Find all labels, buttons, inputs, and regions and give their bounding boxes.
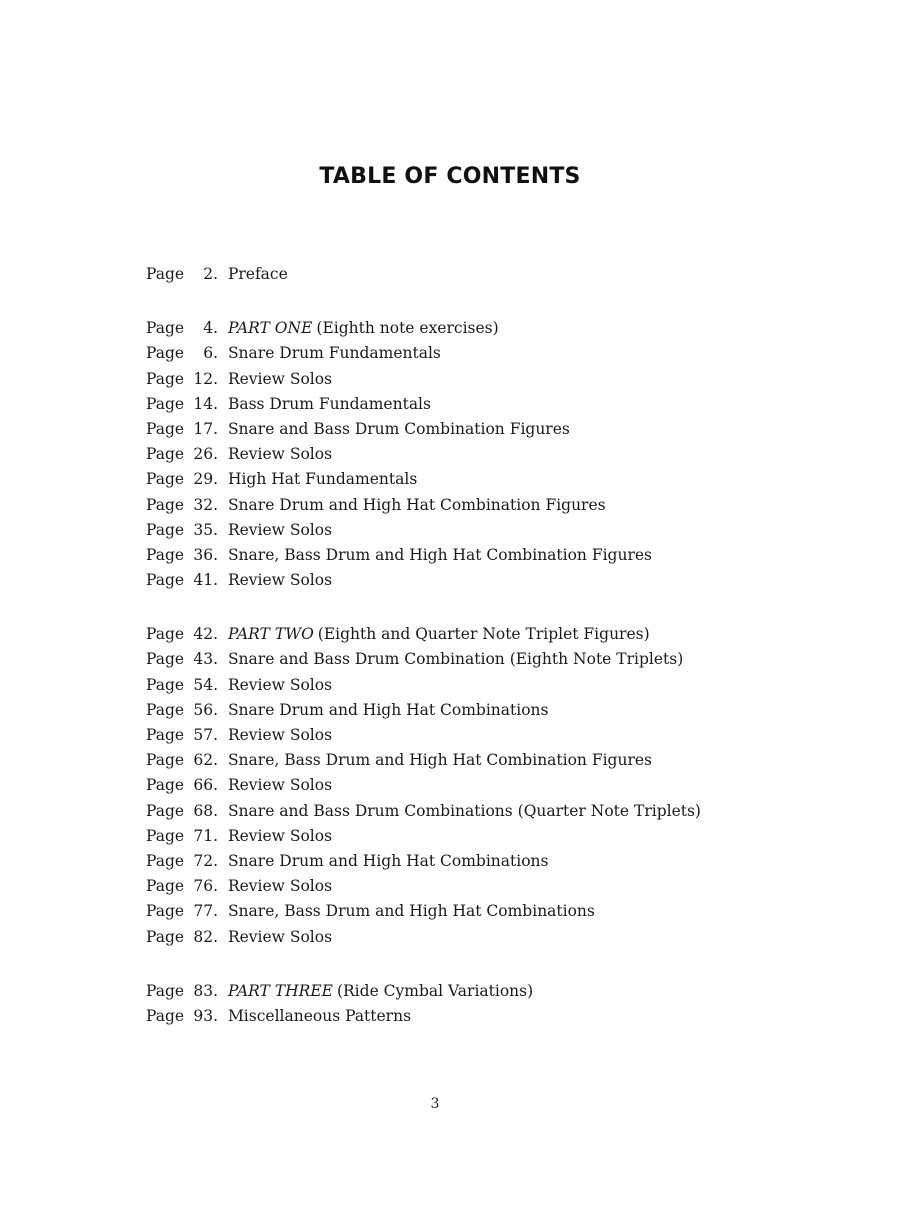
toc-page-number: 83. [193, 981, 219, 1000]
toc-page-label: Page [146, 650, 185, 669]
toc-group [146, 262, 846, 287]
toc-page-label: Page [146, 520, 185, 539]
toc-entry-title: Review Solos [227, 520, 333, 539]
toc-page-label: Page [146, 470, 185, 489]
toc-page-label: Page [146, 419, 185, 438]
toc-entry [146, 568, 846, 593]
toc-page-label: Page [146, 265, 185, 283]
toc-page-number: 6. [203, 344, 219, 363]
toc-page-number: 2. [203, 265, 219, 283]
toc-page-number: 26. [193, 445, 219, 464]
toc-entry [146, 493, 846, 518]
toc-page-label: Page [146, 319, 185, 338]
toc-entry-title: Snare and Bass Drum Combinations (Quarter Note Triplets) [227, 801, 701, 820]
toc-entry-title: Review Solos [227, 571, 333, 590]
toc-page-number: 72. [193, 851, 219, 870]
toc-page-number: 68. [193, 801, 219, 820]
toc-page-label: Page [146, 344, 185, 363]
toc-part-heading: PART THREE [227, 981, 333, 1000]
toc-page-number: 54. [193, 675, 219, 694]
toc-entry [146, 543, 846, 568]
table-of-contents [146, 262, 846, 1029]
toc-entry [146, 849, 846, 874]
toc-entry [146, 979, 846, 1004]
toc-entry [146, 392, 846, 417]
toc-entry-title: Snare Drum and High Hat Combination Figures [227, 495, 606, 514]
toc-group [146, 622, 846, 949]
toc-page-number: 62. [193, 751, 219, 770]
toc-page-label: Page [146, 927, 185, 946]
toc-entry [146, 899, 846, 924]
toc-entry-title: Snare and Bass Drum Combination Figures [227, 419, 570, 438]
toc-page-label: Page [146, 445, 185, 464]
page-title: TABLE OF CONTENTS [319, 164, 581, 189]
toc-part-heading: PART TWO [227, 625, 314, 644]
toc-entry [146, 824, 846, 849]
toc-page-number: 43. [193, 650, 219, 669]
toc-entry [146, 622, 846, 647]
toc-page-number: 57. [193, 726, 219, 744]
toc-entry-title: High Hat Fundamentals [227, 470, 418, 489]
toc-page-number: 17. [193, 419, 219, 438]
toc-entry-title: Review Solos [227, 675, 333, 694]
toc-page-number: 82. [193, 927, 219, 946]
toc-page-label: Page [146, 902, 185, 921]
toc-entry-title: (Ride Cymbal Variations) [336, 981, 534, 1000]
toc-page-number: 35. [193, 520, 219, 539]
toc-entry [146, 723, 846, 748]
toc-page-number: 56. [193, 700, 219, 719]
toc-page-number: 93. [193, 1006, 219, 1025]
toc-entry-title: Snare Drum Fundamentals [227, 344, 441, 363]
toc-entry [146, 698, 846, 723]
toc-entry-title: (Eighth and Quarter Note Triplet Figures) [317, 625, 650, 644]
toc-entry [146, 673, 846, 698]
toc-group [146, 979, 846, 1029]
toc-page-number: 41. [193, 571, 219, 590]
toc-group [146, 316, 846, 593]
toc-entry [146, 647, 846, 672]
toc-page-label: Page [146, 571, 185, 590]
toc-entry [146, 925, 846, 950]
toc-entry [146, 467, 846, 492]
toc-page-number: 12. [193, 369, 219, 388]
toc-part-heading: PART ONE [227, 319, 313, 338]
toc-page-label: Page [146, 675, 185, 694]
toc-page-label: Page [146, 826, 185, 845]
toc-page-label: Page [146, 981, 185, 1000]
toc-page-label: Page [146, 776, 185, 795]
toc-page-label: Page [146, 394, 185, 413]
toc-entry [146, 262, 846, 287]
toc-entry-title: (Eighth note exercises) [316, 319, 499, 338]
toc-entry-title: Review Solos [227, 877, 333, 896]
toc-entry-title: Snare, Bass Drum and High Hat Combinations [227, 902, 595, 921]
toc-page-number: 77. [193, 902, 219, 921]
toc-page-label: Page [146, 877, 185, 896]
toc-entry [146, 773, 846, 798]
toc-entry-title: Review Solos [227, 927, 333, 946]
toc-entry-title: Review Solos [227, 726, 333, 744]
toc-entry-title: Snare Drum and High Hat Combinations [227, 700, 549, 719]
toc-page-number: 66. [193, 776, 219, 795]
toc-entry [146, 748, 846, 773]
toc-entry [146, 874, 846, 899]
toc-page-number: 29. [193, 470, 219, 489]
toc-entry-title: Snare and Bass Drum Combination (Eighth Note Triplets) [227, 650, 684, 669]
toc-entry-title: Miscellaneous Patterns [227, 1006, 412, 1025]
toc-page-label: Page [146, 851, 185, 870]
toc-entry-title: Preface [227, 265, 288, 283]
toc-entry [146, 518, 846, 543]
toc-page-label: Page [146, 545, 185, 564]
page-number: 3 [430, 1096, 440, 1112]
toc-entry-title: Review Solos [227, 776, 333, 795]
toc-entry-title: Snare, Bass Drum and High Hat Combination Figures [227, 751, 652, 770]
toc-page-label: Page [146, 495, 185, 514]
toc-page-number: 32. [193, 495, 219, 514]
toc-page-label: Page [146, 700, 185, 719]
toc-page-number: 36. [193, 545, 219, 564]
toc-entry-title: Review Solos [227, 445, 333, 464]
toc-entry-title: Review Solos [227, 369, 333, 388]
toc-entry-title: Bass Drum Fundamentals [227, 394, 431, 413]
toc-page-label: Page [146, 1006, 185, 1025]
toc-entry [146, 417, 846, 442]
toc-entry [146, 341, 846, 366]
toc-entry [146, 799, 846, 824]
toc-entry [146, 316, 846, 341]
toc-entry [146, 367, 846, 392]
toc-page-label: Page [146, 751, 185, 770]
toc-page-label: Page [146, 625, 185, 644]
toc-entry [146, 442, 846, 467]
toc-page-number: 4. [203, 319, 219, 338]
toc-page-number: 14. [193, 394, 219, 413]
toc-entry-title: Snare Drum and High Hat Combinations [227, 851, 549, 870]
toc-entry-title: Review Solos [227, 826, 333, 845]
toc-entry-title: Snare, Bass Drum and High Hat Combination Figures [227, 545, 652, 564]
toc-entry [146, 1004, 846, 1029]
toc-page-label: Page [146, 726, 185, 744]
toc-page-label: Page [146, 369, 185, 388]
toc-page-number: 71. [193, 826, 219, 845]
toc-page-number: 42. [193, 625, 219, 644]
toc-page-number: 76. [193, 877, 219, 896]
toc-page-label: Page [146, 801, 185, 820]
